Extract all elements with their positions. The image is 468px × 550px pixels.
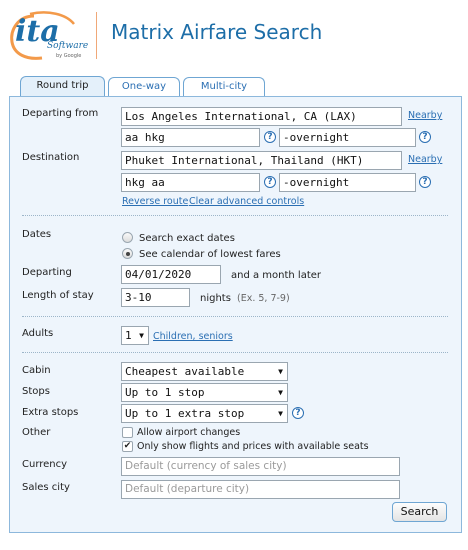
available-seats-label: Only show flights and prices with available seats	[137, 441, 369, 452]
logo-text: ita	[15, 14, 60, 49]
origin-extension-help-icon[interactable]: ?	[419, 131, 431, 143]
destination-input[interactable]: Phuket International, Thailand (HKT)	[121, 151, 402, 170]
dropdown-arrow-icon: ▼	[139, 331, 144, 340]
logo-software-text: Software	[47, 41, 89, 51]
departing-date-input[interactable]: 04/01/2020	[121, 265, 221, 284]
logo-by-google-text: by Google	[56, 53, 82, 59]
tab-multi-city[interactable]: Multi-city	[183, 77, 265, 97]
destination-nearby-link[interactable]: Nearby	[408, 154, 443, 165]
adults-select[interactable]	[121, 326, 149, 345]
adults-label: Adults	[22, 328, 54, 339]
departing-date-label: Departing	[22, 267, 72, 278]
extra-stops-help-icon[interactable]: ?	[292, 407, 304, 419]
calendar-fares-radio[interactable]	[122, 248, 133, 259]
allow-airport-changes-label: Allow airport changes	[137, 427, 241, 438]
reverse-route-link[interactable]: Reverse route	[122, 196, 189, 207]
origin-routing-help-icon[interactable]: ?	[264, 131, 276, 143]
tab-round-trip[interactable]: Round trip	[20, 76, 105, 98]
page-title: Matrix Airfare Search	[111, 20, 323, 44]
currency-label: Currency	[22, 459, 68, 470]
destination-extension-input[interactable]: -overnight	[279, 173, 416, 192]
tab-one-way[interactable]: One-way	[108, 77, 180, 97]
cabin-label: Cabin	[22, 365, 51, 376]
stops-label: Stops	[22, 386, 50, 397]
section-divider	[22, 352, 448, 353]
exact-dates-label: Search exact dates	[139, 233, 235, 244]
destination-routing-input[interactable]: hkg aa	[121, 173, 260, 192]
stops-value: Up to 1 stop	[125, 386, 205, 399]
dropdown-arrow-icon: ▼	[278, 367, 283, 376]
extra-stops-label: Extra stops	[22, 407, 79, 418]
origin-input[interactable]: Los Angeles International, CA (LAX)	[121, 107, 402, 126]
adults-value: 1	[125, 329, 132, 342]
children-seniors-link[interactable]: Children, seniors	[153, 331, 233, 342]
dates-label: Dates	[22, 229, 52, 240]
currency-input[interactable]: Default (currency of sales city)	[121, 457, 400, 476]
destination-extension-help-icon[interactable]: ?	[419, 176, 431, 188]
destination-routing-help-icon[interactable]: ?	[264, 176, 276, 188]
header-divider	[96, 12, 97, 59]
section-divider	[22, 316, 448, 317]
origin-routing-input[interactable]: aa hkg	[121, 128, 260, 147]
available-seats-checkbox[interactable]: ✔	[123, 441, 132, 451]
origin-nearby-link[interactable]: Nearby	[408, 110, 443, 121]
exact-dates-radio[interactable]	[122, 232, 133, 243]
stops-select[interactable]	[121, 383, 288, 402]
length-of-stay-label: Length of stay	[22, 290, 94, 301]
dropdown-arrow-icon: ▼	[278, 388, 283, 397]
extra-stops-select[interactable]	[121, 404, 288, 423]
origin-extension-input[interactable]: -overnight	[279, 128, 416, 147]
ita-software-logo	[8, 10, 89, 62]
sales-city-input[interactable]: Default (departure city)	[121, 480, 400, 499]
length-of-stay-input[interactable]: 3-10	[121, 288, 190, 307]
other-label: Other	[22, 427, 51, 438]
extra-stops-value: Up to 1 extra stop	[125, 407, 245, 420]
stay-example-text: (Ex. 5, 7-9)	[237, 293, 290, 304]
departing-date-suffix: and a month later	[231, 270, 322, 281]
calendar-fares-label: See calendar of lowest fares	[139, 249, 281, 260]
section-divider	[22, 215, 448, 216]
allow-airport-changes-checkbox[interactable]	[122, 427, 133, 438]
cabin-value: Cheapest available	[125, 365, 245, 378]
departing-from-label: Departing from	[22, 108, 99, 119]
cabin-select[interactable]	[121, 362, 288, 381]
search-button[interactable]: Search	[392, 502, 447, 522]
sales-city-label: Sales city	[22, 482, 70, 493]
nights-label: nights	[200, 293, 231, 304]
clear-advanced-controls-link[interactable]: Clear advanced controls	[189, 196, 305, 207]
destination-label: Destination	[22, 152, 80, 163]
dropdown-arrow-icon: ▼	[278, 409, 283, 418]
